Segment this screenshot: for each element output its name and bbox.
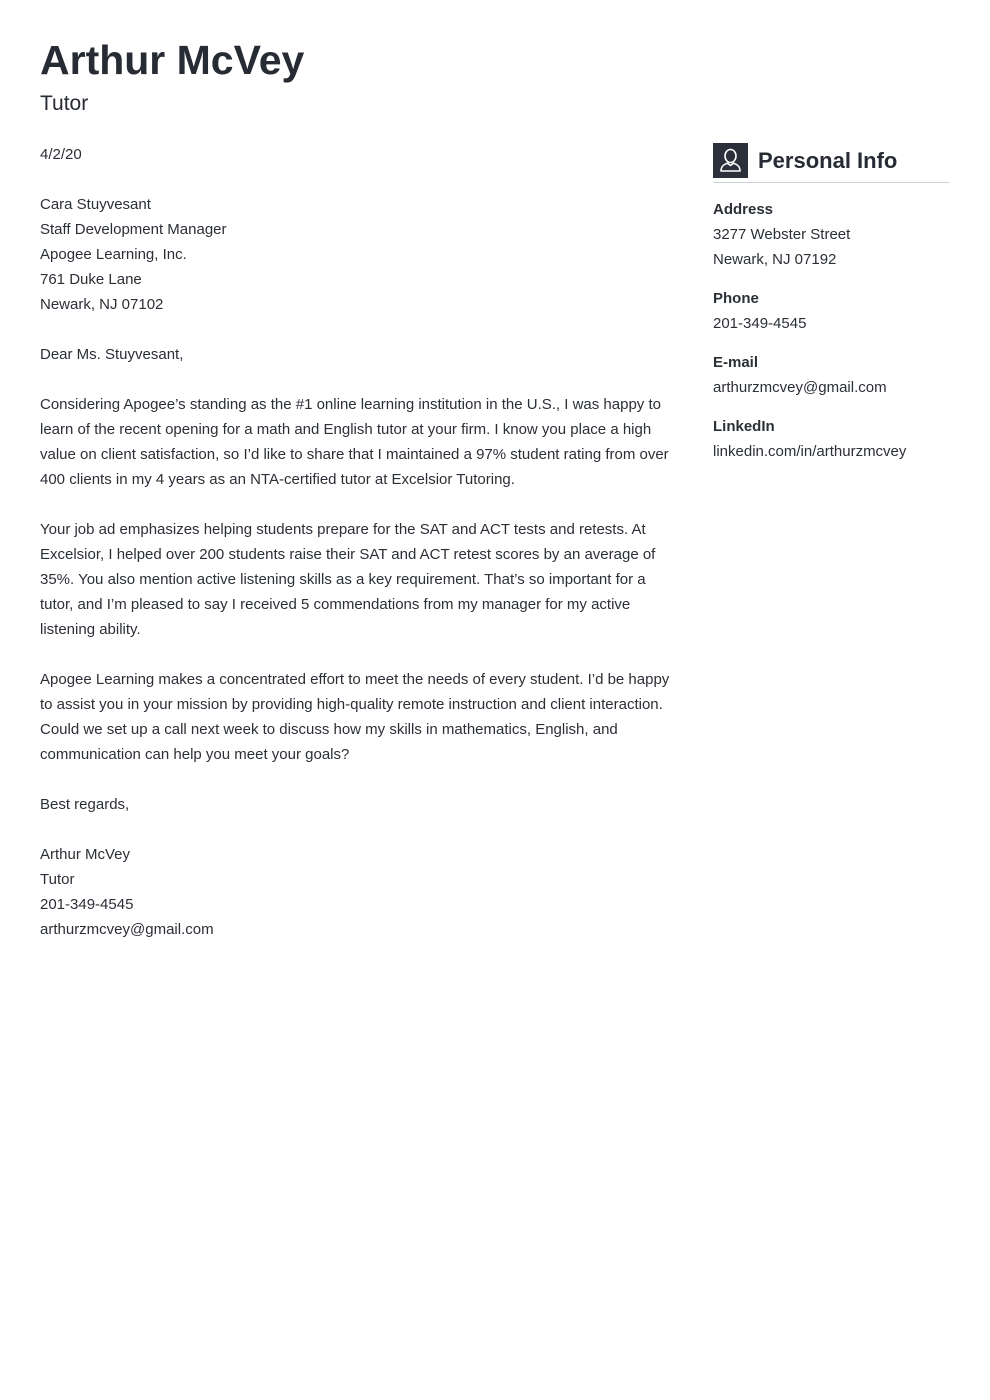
phone-section xyxy=(713,286,950,336)
person-icon xyxy=(713,143,748,178)
letter-paragraph: Your job ad emphasizes helping students prepare for the SAT and ACT tests and retests. At Excelsior, I helped over 200 students raise their SAT and ACT retest scores by an average of 35%. You also mention active listening skills as a key requirement. That’s so important for a tutor, and I’m pleased to say I received 5 commendations from my manager for my active listening ability. xyxy=(40,521,656,638)
address-label: Address xyxy=(713,201,774,218)
address-line: Newark, NJ 07192 xyxy=(713,251,837,268)
phone-label: Phone xyxy=(713,290,759,307)
recipient-name: Cara Stuyvesant xyxy=(40,196,151,213)
phone-value: 201-349-4545 xyxy=(713,315,807,332)
personal-info-heading: Personal Info xyxy=(758,147,898,173)
recipient-street: 761 Duke Lane xyxy=(40,271,142,288)
candidate-name: Arthur McVey xyxy=(40,37,305,83)
linkedin-value: linkedin.com/in/arthurzmcvey xyxy=(713,443,907,460)
signature-name: Arthur McVey xyxy=(40,846,131,863)
recipient-city: Newark, NJ 07102 xyxy=(40,296,164,313)
recipient-company: Apogee Learning, Inc. xyxy=(40,246,187,263)
linkedin-section xyxy=(713,414,950,464)
email-section xyxy=(713,350,950,400)
letter-paragraph: Apogee Learning makes a concentrated effort to meet the needs of every student. I’d be happy to assist you in your mission by providing high-quality remote instruction and client interaction. Could we set up a call next week to discuss how my skills in mathematics, English, and communication can help you meet your goals? xyxy=(40,671,670,763)
recipient-block xyxy=(40,192,680,317)
letter-paragraph: Considering Apogee’s standing as the #1 online learning institution in the U.S., I was happy to learn of the recent opening for a math and English tutor at your firm. I know you place a high value on client satisfaction, so I’d like to share that I maintained a 97% student rating from over 400 clients in my 4 years as an NTA-certified tutor at Excelsior Tutoring. xyxy=(40,396,669,488)
signature-email: arthurzmcvey@gmail.com xyxy=(40,921,214,938)
recipient-title: Staff Development Manager xyxy=(40,221,227,238)
letter-date: 4/2/20 xyxy=(40,146,82,163)
linkedin-label: LinkedIn xyxy=(713,418,775,435)
address-line: 3277 Webster Street xyxy=(713,226,851,243)
email-value: arthurzmcvey@gmail.com xyxy=(713,379,887,396)
email-label: E-mail xyxy=(713,354,759,371)
candidate-title: Tutor xyxy=(40,92,89,115)
personal-info-header xyxy=(713,143,950,183)
letter-closing: Best regards, xyxy=(40,796,130,813)
signature-block xyxy=(40,842,680,942)
personal-info-sidebar xyxy=(713,143,950,464)
signature-phone: 201-349-4545 xyxy=(40,896,134,913)
signature-title: Tutor xyxy=(40,871,75,888)
letter-body xyxy=(40,142,680,967)
address-section xyxy=(713,197,950,272)
letter-greeting: Dear Ms. Stuyvesant, xyxy=(40,346,184,363)
